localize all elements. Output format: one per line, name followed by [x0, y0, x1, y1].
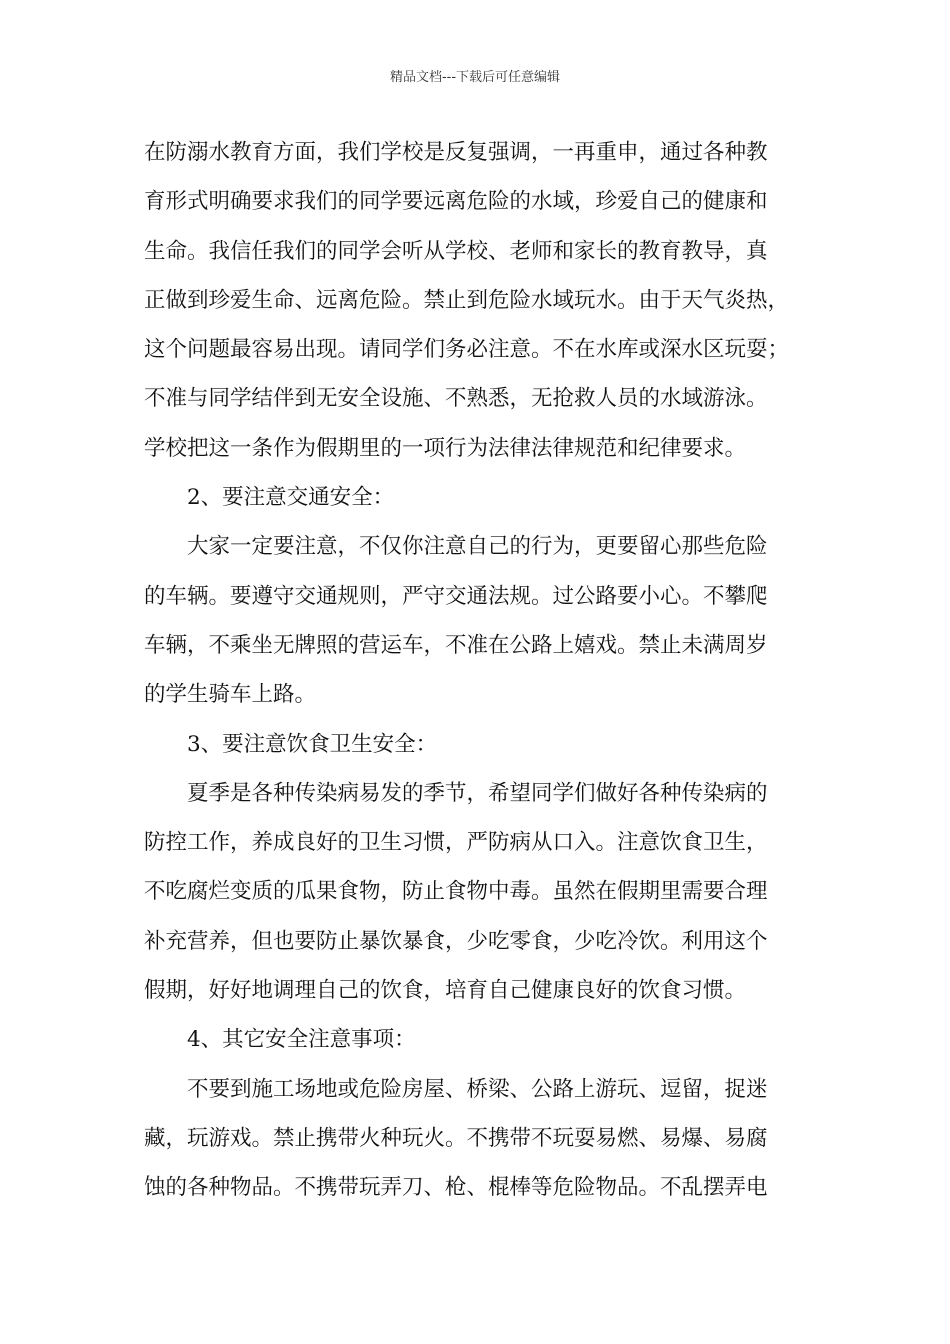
text-line: 这个问题最容易出现。请同学们务必注意。不在水库或深水区玩耍；	[144, 337, 790, 363]
text-line: 补充营养，但也要防止暴饮暴食，少吃零食，少吃冷饮。利用这个	[144, 928, 768, 954]
text-line: 正做到珍爱生命、远离危险。禁止到危险水域玩水。由于天气炎热，	[144, 287, 790, 313]
text-line: 育形式明确要求我们的同学要远离危险的水域，珍爱自己的健康和	[144, 189, 768, 215]
document-body	[144, 128, 814, 1213]
text-line: 蚀的各种物品。不携带玩弄刀、枪、棍棒等危险物品。不乱摆弄电	[144, 1175, 768, 1201]
text-line: 车辆，不乘坐无牌照的营运车，不准在公路上嬉戏。禁止未满周岁	[144, 632, 768, 658]
text-line: 藏，玩游戏。禁止携带火种玩火。不携带不玩耍易燃、易爆、易腐	[144, 1125, 768, 1151]
text-line: 防控工作，养成良好的卫生习惯，严防病从口入。注意饮食卫生，	[144, 830, 768, 856]
text-line: 大家一定要注意，不仅你注意自己的行为，更要留心那些危险	[187, 534, 768, 560]
text-line: 的车辆。要遵守交通规则，严守交通法规。过公路要小心。不攀爬	[144, 583, 768, 609]
text-line: 不吃腐烂变质的瓜果食物，防止食物中毒。虽然在假期里需要合理	[144, 879, 768, 905]
text-line: 假期，好好地调理自己的饮食，培育自己健康良好的饮食习惯。	[144, 978, 747, 1004]
text-line: 在防溺水教育方面，我们学校是反复强调，一再重申，通过各种教	[144, 140, 768, 165]
text-line: 不要到施工场地或危险房屋、桥梁、公路上游玩、逗留，捉迷	[187, 1076, 768, 1102]
page-header: 精品文档---下载后可任意编辑	[389, 70, 561, 85]
text-line: 夏季是各种传染病易发的季节，希望同学们做好各种传染病的	[187, 780, 768, 806]
text-line: 不准与同学结伴到无安全设施、不熟悉，无抢救人员的水域游泳。	[144, 386, 768, 412]
text-line: 3、要注意饮食卫生安全：	[187, 731, 438, 757]
text-line: 生命。我信任我们的同学会听从学校、老师和家长的教育教导，真	[144, 238, 768, 264]
text-line: 4、其它安全注意事项：	[187, 1027, 416, 1053]
text-line: 学校把这一条作为假期里的一项行为法律法律规范和纪律要求。	[144, 435, 747, 461]
text-line: 的学生骑车上路。	[144, 682, 317, 708]
text-line: 2、要注意交通安全：	[187, 485, 395, 511]
